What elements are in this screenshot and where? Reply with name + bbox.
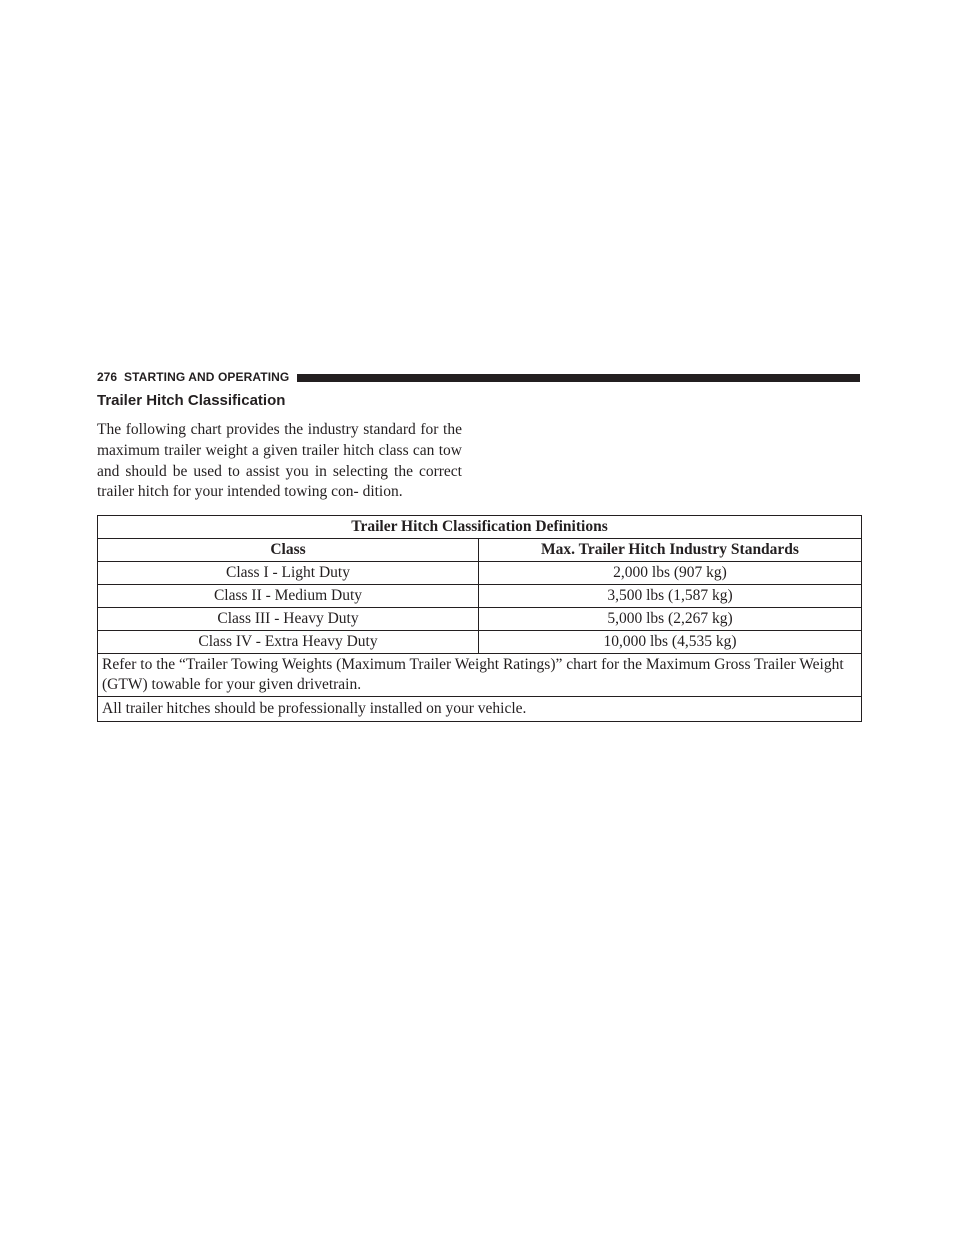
page-header bbox=[97, 368, 860, 386]
table-title: Trailer Hitch Classification Definitions bbox=[98, 516, 862, 539]
table-title-row bbox=[98, 516, 862, 539]
intro-paragraph: The following chart provides the industry standard for the maximum trailer weight a given trailer hitch class can tow and should be used to assist you in selecting the correct trailer hitch for your intended towing con- dition. bbox=[97, 421, 462, 501]
section-name: STARTING AND OPERATING bbox=[124, 370, 290, 384]
class-cell: Class III - Heavy Duty bbox=[98, 608, 479, 631]
table-header-row bbox=[98, 539, 862, 562]
column-header-standard: Max. Trailer Hitch Industry Standards bbox=[479, 539, 862, 562]
class-cell: Class I - Light Duty bbox=[98, 562, 479, 585]
standard-cell: 3,500 lbs (1,587 kg) bbox=[479, 585, 862, 608]
table-note-row bbox=[98, 654, 862, 697]
table-row bbox=[98, 585, 862, 608]
header-rule bbox=[297, 374, 860, 382]
section-heading: Trailer Hitch Classification bbox=[97, 392, 286, 409]
hitch-classification-table bbox=[97, 515, 862, 722]
column-header-class: Class bbox=[98, 539, 479, 562]
class-cell: Class II - Medium Duty bbox=[98, 585, 479, 608]
table-row bbox=[98, 608, 862, 631]
standard-cell: 10,000 lbs (4,535 kg) bbox=[479, 631, 862, 654]
class-cell: Class IV - Extra Heavy Duty bbox=[98, 631, 479, 654]
table-row bbox=[98, 631, 862, 654]
standard-cell: 5,000 lbs (2,267 kg) bbox=[479, 608, 862, 631]
standard-cell: 2,000 lbs (907 kg) bbox=[479, 562, 862, 585]
table-note: All trailer hitches should be professionally installed on your vehicle. bbox=[98, 697, 862, 722]
page-number: 276 bbox=[97, 370, 118, 384]
table-row bbox=[98, 562, 862, 585]
table-note-row bbox=[98, 697, 862, 722]
table-note: Refer to the “Trailer Towing Weights (Maximum Trailer Weight Ratings)” chart for the Maximum Gross Trailer Weight (GTW) towable for your given drivetrain. bbox=[98, 654, 862, 697]
